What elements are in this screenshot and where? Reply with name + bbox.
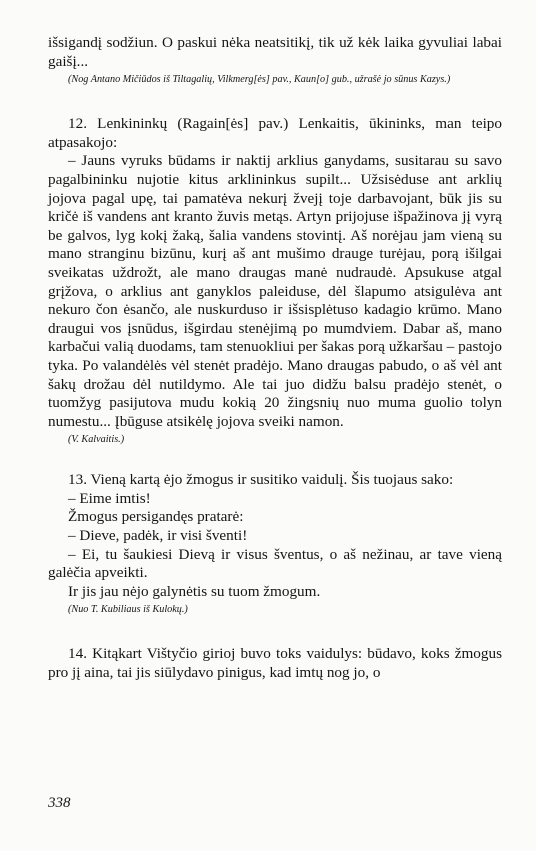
tale-11-source: (Nog Antano Mičiūdos iš Tiltagalių, Vilkmerg[ės] pav., Kaun[o] gub., užrašė jo sūnus Kazys.) [68, 74, 451, 86]
page-number: 338 [48, 795, 71, 811]
tale-13-source: (Nuo T. Kubiliaus iš Kulokų.) [68, 604, 188, 616]
tale-13-intro: 13. Vieną kartą ėjo žmogus ir susitiko vaidulį. Šis tuojaus sako: [68, 471, 454, 489]
section-gap [48, 87, 502, 115]
tale-12-body: – Jauns vyruks būdams ir naktij arklius ganydams, susitarau su savo pagalbininku nujotie kitus arklininkus supilt... Užsisėduse ant arklių jojova pagal upę, tai pamatėva nekurį žvejį toje darbavojant, būk jis su kričė iš vandens ant kranto žuvis metąs. Artyn prijojuse išpažinova jį vyrą be galvos, lyg kokį žaką, šalia vandens stovintį. Aš norėjau jam vieną su mano stranginu bizūnu, kurį aš ant mušimo drauge turėjau, porą išilgai sveikatas uždrožt, ale mano draugas manė nudraudė. Apsukuse atgal grįžova, o arklius ant ganyklos paleiduse, dėl šlapumo atsigulėva ant nekuro čon ėsančo, ale nuskurduso ir išsisplėtuso kadagio krūmo. Mano draugui vos įsnūdus, išgirdau stenėjimą po mumdviem. Dabar aš, mano karbačui valią duodams, tam stenuokliui per šakas porą užkaršau – pastojo tyka. Po valandėlės vėl stenėt pradėjo. Mano draugas pabudo, o aš vėl ant šakų drožau dėl nutildymo. Ale tai juo didžu balsu pradėjo stenėt, o tuomžyg pasijutova mudu kokią 20 žingsnių nuo muma guolio tolyn numestu... Įbūguse atsikėlę jojova sveiki namon. [48, 152, 502, 430]
tale-13-line: – Ei, tu šaukiesi Dievą ir visus šventus, o aš nežinau, ar tave vieną galėčia apveikti. [48, 545, 502, 582]
tale-13-line: – Eime imtis! [68, 489, 151, 507]
text-column [48, 34, 502, 683]
tale-12-intro: 12. Lenkininkų (Ragain[ės] pav.) Lenkaitis, ūkininks, man teipo atpasakojo: [48, 115, 502, 151]
tale-12-source: (V. Kalvaitis.) [68, 434, 125, 446]
tale-11-tail: išsigandį sodžiun. O paskui nėka neatsitikį, tik už kėk laika gyvuliai labai gaišį... [48, 34, 502, 70]
tale-13-line: Žmogus persigandęs pratarė: [68, 508, 244, 526]
tale-13-line: – Dieve, padėk, ir visi šventi! [68, 527, 248, 545]
section-gap [48, 447, 502, 471]
tale-14-intro: 14. Kitąkart Vištyčio girioj buvo toks vaidulys: būdavo, koks žmogus pro jį aina, tai jis siūlydavo pinigus, kad imtų nog jo, o [48, 645, 502, 682]
tale-13-line: Ir jis jau nėjo galynėtis su tuom žmogum. [68, 582, 321, 600]
section-gap [48, 617, 502, 645]
